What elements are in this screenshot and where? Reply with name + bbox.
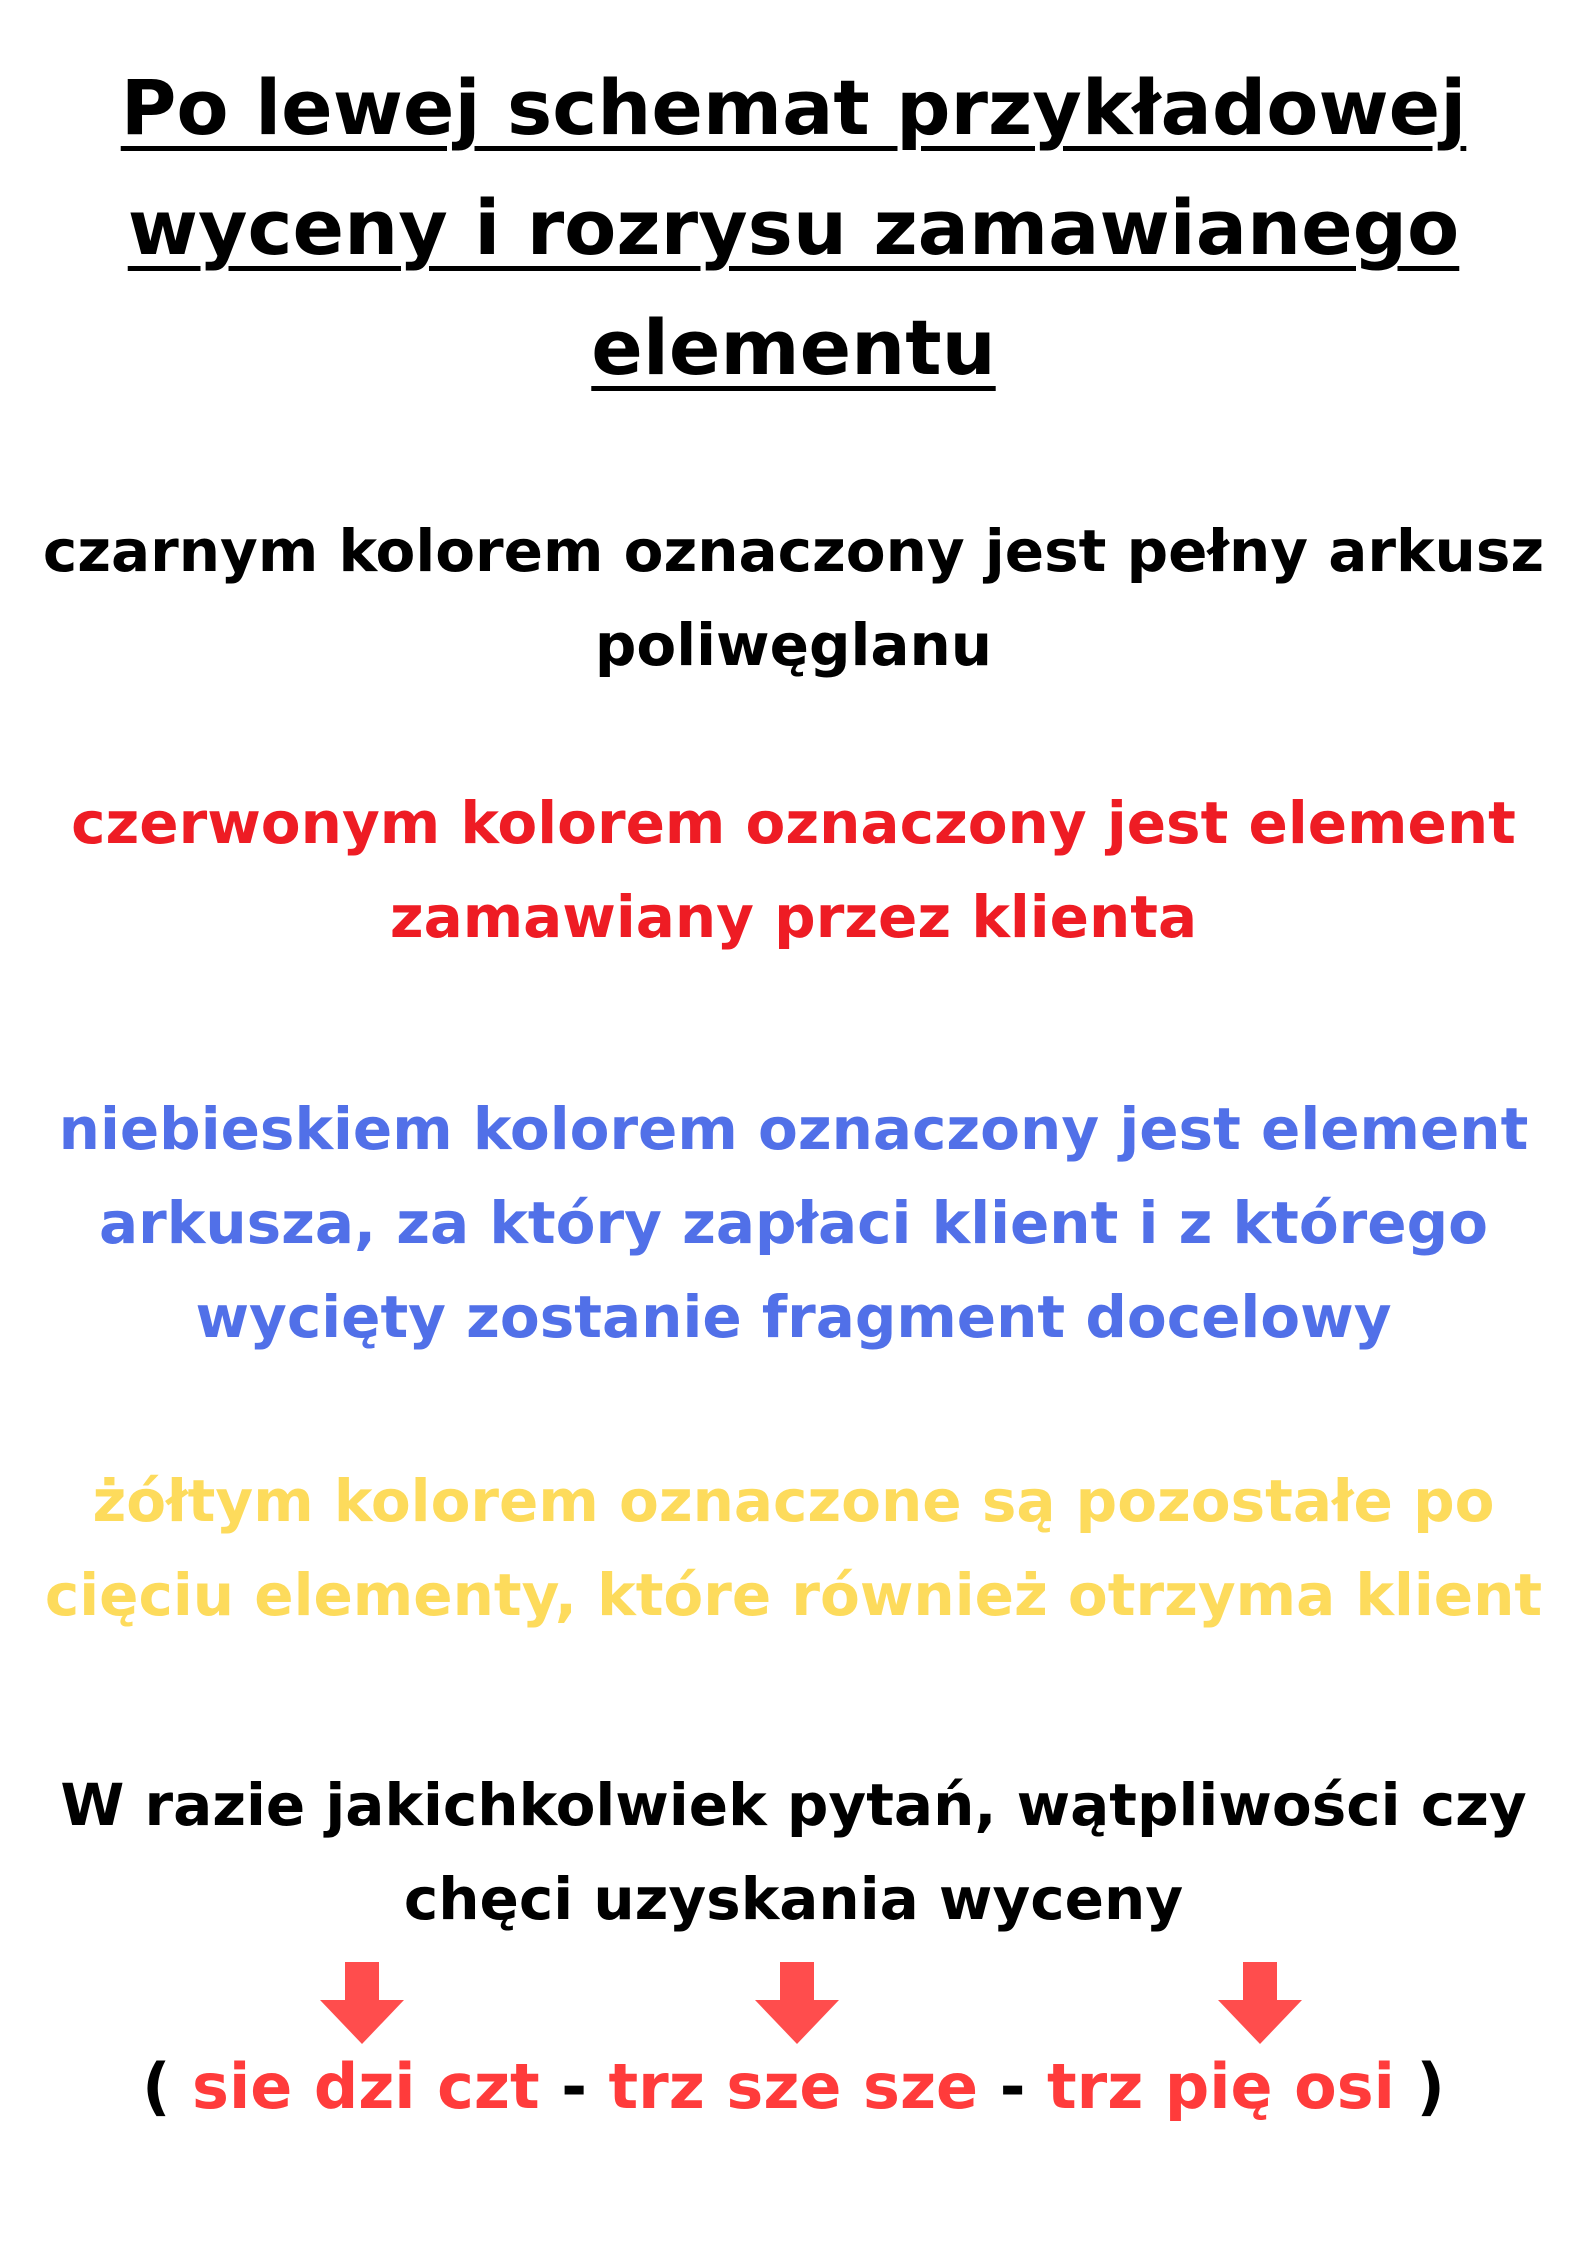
contact-line-2: chęci uzyskania wyceny bbox=[403, 1865, 1184, 1933]
legend-blue-line-3: wycięty zostanie fragment docelowy bbox=[195, 1283, 1392, 1351]
phone-number bbox=[0, 2040, 1587, 2134]
legend-black-full-sheet bbox=[0, 504, 1587, 692]
title-line-1: Po lewej schemat przykładowej bbox=[120, 63, 1467, 152]
contact-info bbox=[0, 1758, 1587, 1946]
legend-red-ordered-element bbox=[0, 776, 1587, 964]
page-title bbox=[0, 48, 1587, 408]
legend-yellow-line-2: cięciu elementy, które również otrzyma klient bbox=[44, 1561, 1543, 1629]
title-line-2: wyceny i rozrysu zamawianego bbox=[127, 183, 1460, 272]
phone-part-1: sie dzi czt bbox=[192, 2050, 540, 2123]
contact-line-1: W razie jakichkolwiek pytań, wątpliwości czy bbox=[60, 1771, 1527, 1839]
arrow-down-icon bbox=[1218, 1962, 1302, 2044]
phone-open-paren: ( bbox=[142, 2050, 171, 2123]
title-line-3: elementu bbox=[591, 303, 996, 392]
legend-black-line-1: czarnym kolorem oznaczony jest pełny arkusz bbox=[42, 517, 1545, 585]
legend-yellow-line-1: żółtym kolorem oznaczone są pozostałe po bbox=[92, 1467, 1495, 1535]
legend-blue-paid-element bbox=[0, 1082, 1587, 1364]
arrow-down-icon bbox=[755, 1962, 839, 2044]
legend-blue-line-2: arkusza, za który zapłaci klient i z którego bbox=[99, 1189, 1488, 1257]
arrow-down-icon bbox=[320, 1962, 404, 2044]
phone-part-3: trz pię osi bbox=[1047, 2050, 1395, 2123]
phone-separator-1: - bbox=[561, 2050, 587, 2123]
phone-separator-2: - bbox=[999, 2050, 1026, 2123]
legend-blue-line-1: niebieskiem kolorem oznaczony jest element bbox=[58, 1095, 1529, 1163]
legend-yellow-leftover-elements bbox=[0, 1454, 1587, 1642]
phone-part-2: trz sze sze bbox=[608, 2050, 979, 2123]
legend-red-line-1: czerwonym kolorem oznaczony jest element bbox=[71, 789, 1516, 857]
legend-black-line-2: poliwęglanu bbox=[594, 611, 993, 679]
legend-red-line-2: zamawiany przez klienta bbox=[389, 883, 1198, 951]
phone-close-paren: ) bbox=[1416, 2050, 1445, 2123]
